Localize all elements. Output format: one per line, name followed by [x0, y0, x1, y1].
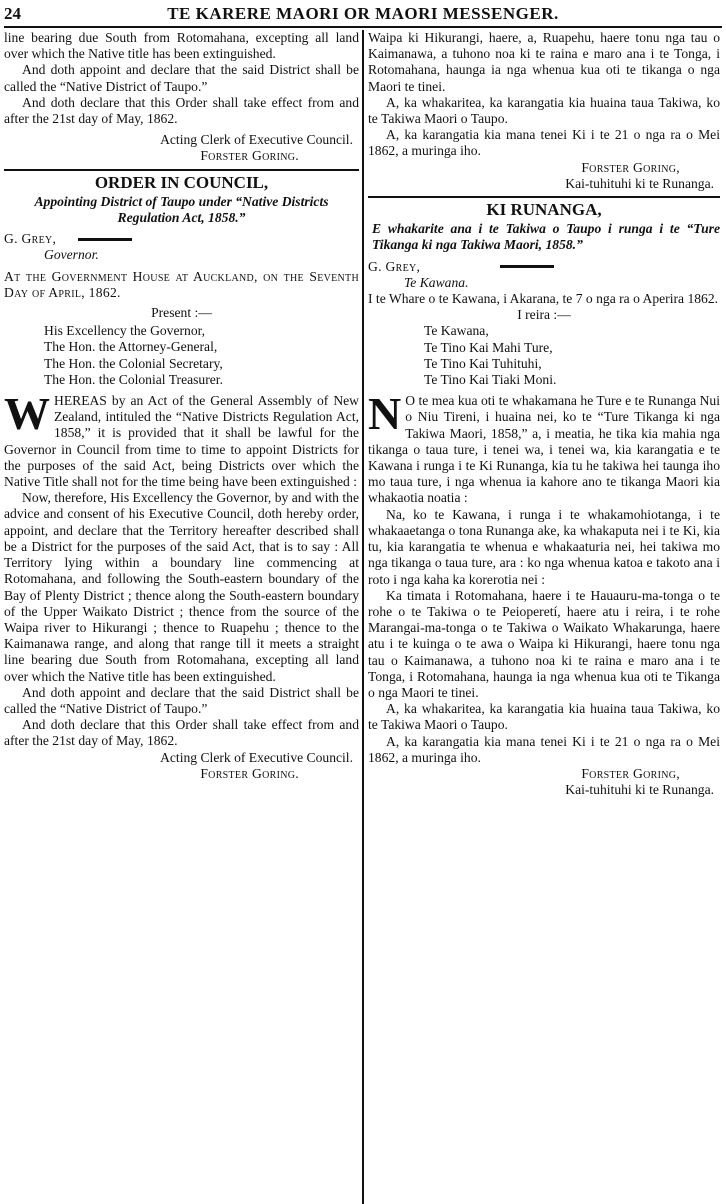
present-item: Te Tino Kai Tuhituhi,	[424, 355, 542, 371]
signer-name: Forster Goring.	[200, 148, 299, 164]
present-item: His Excellency the Governor,	[44, 323, 206, 339]
declare-paragraph: A, ka whakaritea, ka karangatia kia huaina taua Takiwa, ko te Takiwa Maori o Taupo.	[368, 94, 720, 127]
whereas-text: HEREAS by an Act of the General Assembly of New Zealand, intituled the “Native Districts Regulation Act, 1858,” it is provided that it shall be lawful for the Governor in Council from time to time to appoint Districts for the purposes of the said Act, being Districts over which the Native Title shall not for the time being have been extinguished :	[4, 393, 359, 490]
signer-name: Forster Goring,	[581, 765, 680, 781]
no-te-mea-paragraph	[368, 388, 720, 506]
section-heading: KI RUNANGA,	[486, 200, 602, 220]
governor-name: G. Grey,	[4, 231, 57, 247]
present-label: I reira :—	[517, 307, 571, 323]
present-item: The Hon. the Colonial Secretary,	[44, 355, 223, 371]
section-heading: ORDER IN COUNCIL,	[94, 172, 269, 192]
signature-dash	[500, 265, 554, 268]
governor-signature	[4, 231, 359, 247]
governor-title: Governor.	[44, 247, 99, 263]
present-item: Te Tino Kai Mahi Ture,	[424, 339, 553, 355]
present-item: Te Tino Kai Tiaki Moni.	[424, 372, 557, 388]
declare-paragraph: A, ka whakaritea, ka karangatia kia huaina taua Takiwa, ko te Takiwa Maori o Taupo.	[368, 701, 720, 733]
whereas-paragraph	[4, 388, 359, 490]
present-list	[368, 323, 720, 388]
clerk-title: Acting Clerk of Executive Council.	[160, 749, 353, 765]
declare-paragraph: And doth appoint and declare that the said District shall be called the “Native District of Taupo.”	[4, 684, 359, 716]
effect-paragraph: A, ka karangatia kia mana tenei Ki i te 21 o nga ra o Mei 1862, a muringa iho.	[368, 127, 720, 159]
drop-cap: N	[368, 388, 402, 440]
maori-column	[368, 30, 720, 1204]
no-te-mea-text: O te mea kua oti te whakamana he Ture e te Runanga Nui o Niu Tireni, i huaina nei, ko te “Ture Tikanga ki nga Takiwa Maori, 1858,” a, i meatia, he tika kia mahia nga tikanga o taua ture, i tenei wa, i tenei wa, kia karangatia e te Kawana i runga i te Ki Runanga, kia tu he takiwa hei taunga iho mo taua ture, i nga whenua ia kahore ano te tikanga Maori kia whakaotia noatia :	[368, 393, 720, 506]
signer-name: Forster Goring,	[581, 159, 680, 175]
page-header	[4, 4, 722, 26]
section-rule	[368, 196, 720, 198]
present-item: Te Kawana,	[424, 323, 489, 339]
boundary-paragraph: Ka timata i Rotomahana, haere i te Hauauru-ma-tonga o te rohe o te Takiwa o te Peioperetí, haere atu i reira, i te rohe Marangai-ma-tonga o te Takiwa o Waikato Whakarunga, haere atu i te kuinga o te awa o Waipa ki Hikurangi, haere tonu nga tau o Kaimanawa, a tuhono noa ki te raina e maro ana i te Tonga, i Rotomahana, haunga ia nga whenua kua oti te Tikanga o nga Maori te tinei.	[368, 587, 720, 700]
clerk-title: Acting Clerk of Executive Council.	[160, 132, 353, 148]
drop-cap: W	[4, 388, 50, 440]
order-paragraph: Na, ko te Kawana, i runga i te whakamohiotanga, i te whakaaetanga o tona Runanga ake, ka whakaputa nei i te Ki, kia tu, kia karangatia te whenua e whakaaturia nei, hei takiwa mo nga tikanga o taua ture, ara : ko nga whenua katoa e takoto ana i roto i nga kaha ka korerotia nei :	[368, 506, 720, 587]
carry-over-paragraph: line bearing due South from Rotomahana, excepting all land over which the Native title has been extinguished.	[4, 30, 359, 62]
present-list	[4, 323, 359, 388]
governor-title: Te Kawana.	[404, 274, 469, 290]
running-title: TE KARERE MAORI OR MAORI MESSENGER.	[167, 4, 559, 23]
header-rule	[4, 26, 722, 28]
effect-paragraph: And doth declare that this Order shall take effect from and after the 21st day of May, 1862.	[4, 94, 359, 127]
clerk-title: Kai-tuhituhi ki te Runanga.	[565, 782, 714, 798]
place-date: I te Whare o te Kawana, i Akarana, te 7 o nga ra o Aperira 1862.	[368, 291, 719, 307]
signer-name: Forster Goring.	[200, 765, 299, 781]
declare-paragraph: And doth appoint and declare that the said District shall be called the “Native District of Taupo.”	[4, 62, 359, 94]
section-subheading: Appointing District of Taupo under “Native Districts Regulation Act, 1858.”	[34, 193, 329, 226]
section-rule	[4, 169, 359, 171]
signature-dash	[78, 238, 132, 241]
present-label: Present :—	[151, 305, 212, 321]
order-paragraph: Now, therefore, His Excellency the Governor, by and with the advice and consent of his Executive Council, doth hereby order, appoint, and declare that the Territory hereafter described shall be a District for the purposes of the said Act, that is to say : All Territory lying within a boundary line commencing at Rotomahana, and following the South-eastern boundary of the Bay of Plenty District ; thence along the South-eastern boundary of the Upper Waikato District ; thence from the source of the Waipa river to Hikurangi ; thence to Ruapehu ; thence to the Kaimanawa range, and along that range till it meets a straight line bearing due South from Rotomahana, excepting all land over which the Native title has been extinguished.	[4, 490, 359, 684]
column-divider	[362, 30, 364, 1204]
section-subheading: E whakarite ana i te Takiwa o Taupo i runga i te “Ture Tikanga ki nga Takiwa Maori, 1858.”	[372, 221, 720, 253]
present-item: The Hon. the Colonial Treasurer.	[44, 371, 223, 387]
present-item: The Hon. the Attorney-General,	[44, 339, 218, 355]
effect-paragraph: And doth declare that this Order shall take effect from and after the 21st day of May, 1862.	[4, 717, 359, 749]
carry-over-paragraph: Waipa ki Hikurangi, haere, a, Ruapehu, haere tonu nga tau o Kaimanawa, a tuhono noa ki te raina e maro ana i te Tonga, i Rotomahana, haunga ia nga whenua kua oti te tikanga o nga Maori te tinei.	[368, 30, 720, 94]
clerk-title: Kai-tuhituhi ki te Runanga.	[565, 175, 714, 191]
governor-signature	[368, 259, 720, 275]
effect-paragraph: A, ka karangatia kia mana tenei Ki i te 21 o nga ra o Mei 1862, a muringa iho.	[368, 733, 720, 765]
governor-name: G. Grey,	[368, 258, 421, 274]
english-column	[4, 30, 359, 1204]
page-number: 24	[4, 4, 21, 23]
place-date: At the Government House at Auckland, on the Seventh Day of April, 1862.	[4, 268, 359, 300]
